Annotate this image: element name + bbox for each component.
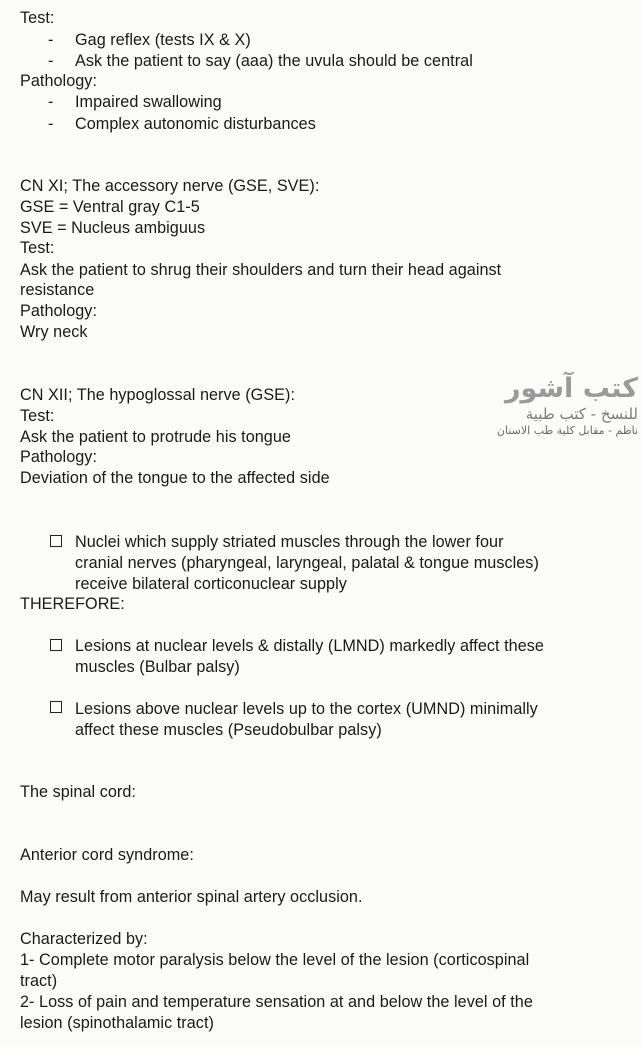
characterized-heading: Characterized by: xyxy=(20,930,148,948)
feature-item: tract) xyxy=(20,972,58,990)
dash-marker: - xyxy=(48,93,54,111)
bullet-text: Lesions above nuclear levels up to the cortex (UMND) minimally xyxy=(75,700,538,718)
checkbox-bullet-icon xyxy=(50,535,62,547)
cn12-pathology-heading: Pathology: xyxy=(20,448,97,466)
cn11-pathology-heading: Pathology: xyxy=(20,302,97,320)
bullet-text: cranial nerves (pharyngeal, laryngeal, palatal & tongue muscles) xyxy=(75,554,539,572)
watermark-line: كتب آشور xyxy=(505,373,638,404)
dash-marker: - xyxy=(48,115,54,133)
dash-marker: - xyxy=(48,31,54,49)
cn11-test-text: Ask the patient to shrug their shoulders and turn their head against xyxy=(20,261,502,279)
cn11-sve: SVE = Nucleus ambiguus xyxy=(20,219,206,237)
cn12-pathology-text: Deviation of the tongue to the affected side xyxy=(20,469,330,487)
syndrome-heading: Anterior cord syndrome: xyxy=(20,846,194,864)
cn11-gse: GSE = Ventral gray C1-5 xyxy=(20,198,200,216)
cn11-pathology-text: Wry neck xyxy=(20,323,88,341)
watermark-line: للنسخ - كتب طبية xyxy=(525,405,638,423)
pathology-item: Complex autonomic disturbances xyxy=(75,115,316,133)
bullet-text: Nuclei which supply striated muscles through the lower four xyxy=(75,533,504,551)
pathology-item: Impaired swallowing xyxy=(75,93,222,111)
feature-item: lesion (spinothalamic tract) xyxy=(20,1014,214,1032)
feature-item: 2- Loss of pain and temperature sensation at and below the level of the xyxy=(20,993,533,1011)
cn12-test-heading: Test: xyxy=(20,407,55,425)
cn12-test-text: Ask the patient to protrude his tongue xyxy=(20,428,291,446)
watermark-stamp xyxy=(478,374,638,446)
bullet-text: Lesions at nuclear levels & distally (LMND) markedly affect these xyxy=(75,637,544,655)
feature-item: 1- Complete motor paralysis below the level of the lesion (corticospinal xyxy=(20,951,530,969)
bullet-text: muscles (Bulbar palsy) xyxy=(75,658,240,676)
therefore-heading: THEREFORE: xyxy=(20,595,125,613)
checkbox-bullet-icon xyxy=(50,639,62,651)
cn11-test-text: resistance xyxy=(20,281,95,299)
cn11-title: CN XI; The accessory nerve (GSE, SVE): xyxy=(20,177,320,195)
bullet-text: receive bilateral corticonuclear supply xyxy=(75,575,347,593)
checkbox-bullet-icon xyxy=(50,701,62,713)
watermark-line: ناظم - مقابل كلية طب الاسنان xyxy=(496,424,638,437)
pathology-heading: Pathology: xyxy=(20,72,97,90)
spinal-heading: The spinal cord: xyxy=(20,783,136,801)
cn11-test-heading: Test: xyxy=(20,239,55,257)
bullet-text: affect these muscles (Pseudobulbar palsy) xyxy=(75,721,382,739)
test-item: Ask the patient to say (aaa) the uvula should be central xyxy=(75,52,473,70)
dash-marker: - xyxy=(48,52,54,70)
syndrome-cause: May result from anterior spinal artery occlusion. xyxy=(20,888,363,906)
cn12-title: CN XII; The hypoglossal nerve (GSE): xyxy=(20,386,296,404)
test-item: Gag reflex (tests IX & X) xyxy=(75,31,251,49)
test-heading: Test: xyxy=(20,9,55,27)
